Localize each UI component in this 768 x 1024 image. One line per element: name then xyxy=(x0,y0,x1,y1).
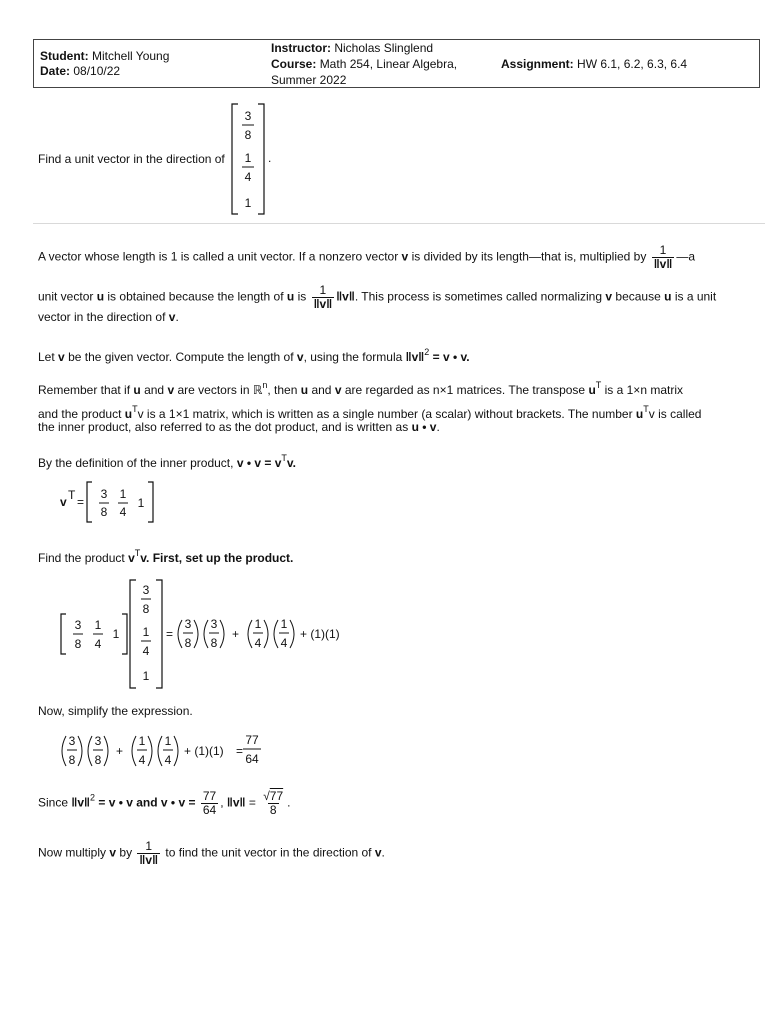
remember-line-1: Remember that if u and v are vectors in ℝ$^n$, then u and v are regarded as n×1 matrices. The transpose $u^T$ is a 1×n matrix xyxy=(38,380,683,397)
svg-text:8: 8 xyxy=(184,636,192,650)
frac-one-over-norm-2: $\frac{1}{‖v‖}$ xyxy=(313,283,333,311)
vT-equation xyxy=(56,478,166,526)
divider xyxy=(33,223,765,224)
vT-val-3: 1 xyxy=(137,496,145,510)
let-line: Let v be the given vector. Compute the length of v, using the formula ‖v‖$^2$ = v • v. xyxy=(38,347,470,364)
svg-text:3: 3 xyxy=(68,734,76,748)
pv-den-2: 4 xyxy=(244,170,252,184)
svg-text:1: 1 xyxy=(112,627,120,641)
definition-line: By the definition of the inner product, v • $v = v^Tv$. xyxy=(38,453,297,470)
problem-vector xyxy=(228,100,278,220)
sqrt-frac: $\frac{√77}{8}$ xyxy=(263,789,284,817)
svg-text:3: 3 xyxy=(94,734,102,748)
remember-line-3: the inner product, also referred to as the dot product, and is written as u • v. xyxy=(38,420,440,434)
product-eq: = xyxy=(166,627,174,641)
product-tail: + (1)(1) xyxy=(300,627,340,641)
svg-text:1: 1 xyxy=(280,617,288,631)
multiply-line: Now multiply v by $\frac{1}{‖v‖}$ to find the unit vector in the direction of v. xyxy=(38,839,385,867)
pv-num-2: 1 xyxy=(244,151,252,165)
result-den: 64 xyxy=(245,752,259,766)
date-line: Date: 08/10/22 xyxy=(40,64,121,78)
svg-text:3: 3 xyxy=(210,617,218,631)
vT-sup: T xyxy=(68,488,76,502)
vT-den-2: 4 xyxy=(119,505,127,519)
svg-text:1: 1 xyxy=(164,734,172,748)
vT-eq: = xyxy=(77,495,85,509)
svg-text:3: 3 xyxy=(184,617,192,631)
pv-val-3: 1 xyxy=(244,196,252,210)
find-product-line: Find the product $v^Tv$. First, set up the product. xyxy=(38,548,294,565)
product-setup xyxy=(56,576,356,692)
svg-text:4: 4 xyxy=(94,637,102,651)
svg-text:4: 4 xyxy=(142,644,150,658)
instructor-name: Nicholas Slinglend xyxy=(334,41,434,55)
svg-text:4: 4 xyxy=(254,636,262,650)
svg-text:+: + xyxy=(116,744,124,758)
date-value: 08/10/22 xyxy=(73,64,121,78)
pv-den-1: 8 xyxy=(244,128,252,142)
svg-text:=: = xyxy=(236,744,244,758)
frac-one-over-norm: $\frac{1}{‖v‖}$ xyxy=(653,243,673,271)
course-value: Math 254, Linear Algebra, xyxy=(319,57,458,71)
svg-text:8: 8 xyxy=(74,637,82,651)
svg-text:8: 8 xyxy=(68,753,76,767)
svg-text:+: + xyxy=(232,627,240,641)
solution-p2: unit vector u is obtained because the length of u is $\frac{1}{‖v‖}$ ‖v‖. This process is sometimes called normalizing v because u is a unit xyxy=(38,283,717,311)
svg-text:4: 4 xyxy=(280,636,288,650)
svg-text:4: 4 xyxy=(164,753,172,767)
solution-p3: vector in the direction of v. xyxy=(38,310,179,324)
assignment-line: Assignment: HW 6.1, 6.2, 6.3, 6.4 xyxy=(501,57,688,71)
svg-text:4: 4 xyxy=(138,753,146,767)
student-name: Mitchell Young xyxy=(92,49,170,63)
svg-text:1: 1 xyxy=(94,618,102,632)
svg-text:1: 1 xyxy=(138,734,146,748)
svg-text:1: 1 xyxy=(142,625,150,639)
simplify-equation xyxy=(56,730,276,774)
remember-line-2: and the product $u^Tv$ is a 1×1 matrix, which is written as a single number (a scalar) without brackets. The number $u^Tv$ is called xyxy=(38,404,702,421)
pv-period: . xyxy=(268,151,272,165)
vT-den-1: 8 xyxy=(100,505,108,519)
assignment-value: HW 6.1, 6.2, 6.3, 6.4 xyxy=(577,57,688,71)
instructor-line: Instructor: Nicholas Slinglend xyxy=(271,41,434,55)
vT-label: v xyxy=(60,495,67,509)
pv-num-1: 3 xyxy=(244,109,252,123)
svg-text:3: 3 xyxy=(142,583,150,597)
svg-text:8: 8 xyxy=(142,602,150,616)
course-line: Course: Math 254, Linear Algebra, xyxy=(271,57,458,71)
svg-text:8: 8 xyxy=(94,753,102,767)
since-line: Since ‖v‖$^2$ = v • v and v • v = $\frac{77}{64}$ , ‖v‖ = $\frac{√77}{8}$ . xyxy=(38,789,291,817)
svg-text:+ (1)(1): + (1)(1) xyxy=(184,744,224,758)
svg-text:1: 1 xyxy=(142,669,150,683)
vT-num-1: 3 xyxy=(100,487,108,501)
svg-text:3: 3 xyxy=(74,618,82,632)
simplify-line: Now, simplify the expression. xyxy=(38,704,193,718)
result-num: 77 xyxy=(245,733,259,747)
solution-p1: A vector whose length is 1 is called a unit vector. If a nonzero vector v is divided by its length—that is, multiplied by $\frac{1}{‖v‖}$ —a xyxy=(38,243,696,271)
svg-text:1: 1 xyxy=(254,617,262,631)
problem-prompt: Find a unit vector in the direction of xyxy=(38,152,225,166)
student-line: Student: Mitchell Young xyxy=(40,49,170,63)
vT-num-2: 1 xyxy=(119,487,127,501)
svg-text:8: 8 xyxy=(210,636,218,650)
course-line-2: Summer 2022 xyxy=(271,73,347,87)
